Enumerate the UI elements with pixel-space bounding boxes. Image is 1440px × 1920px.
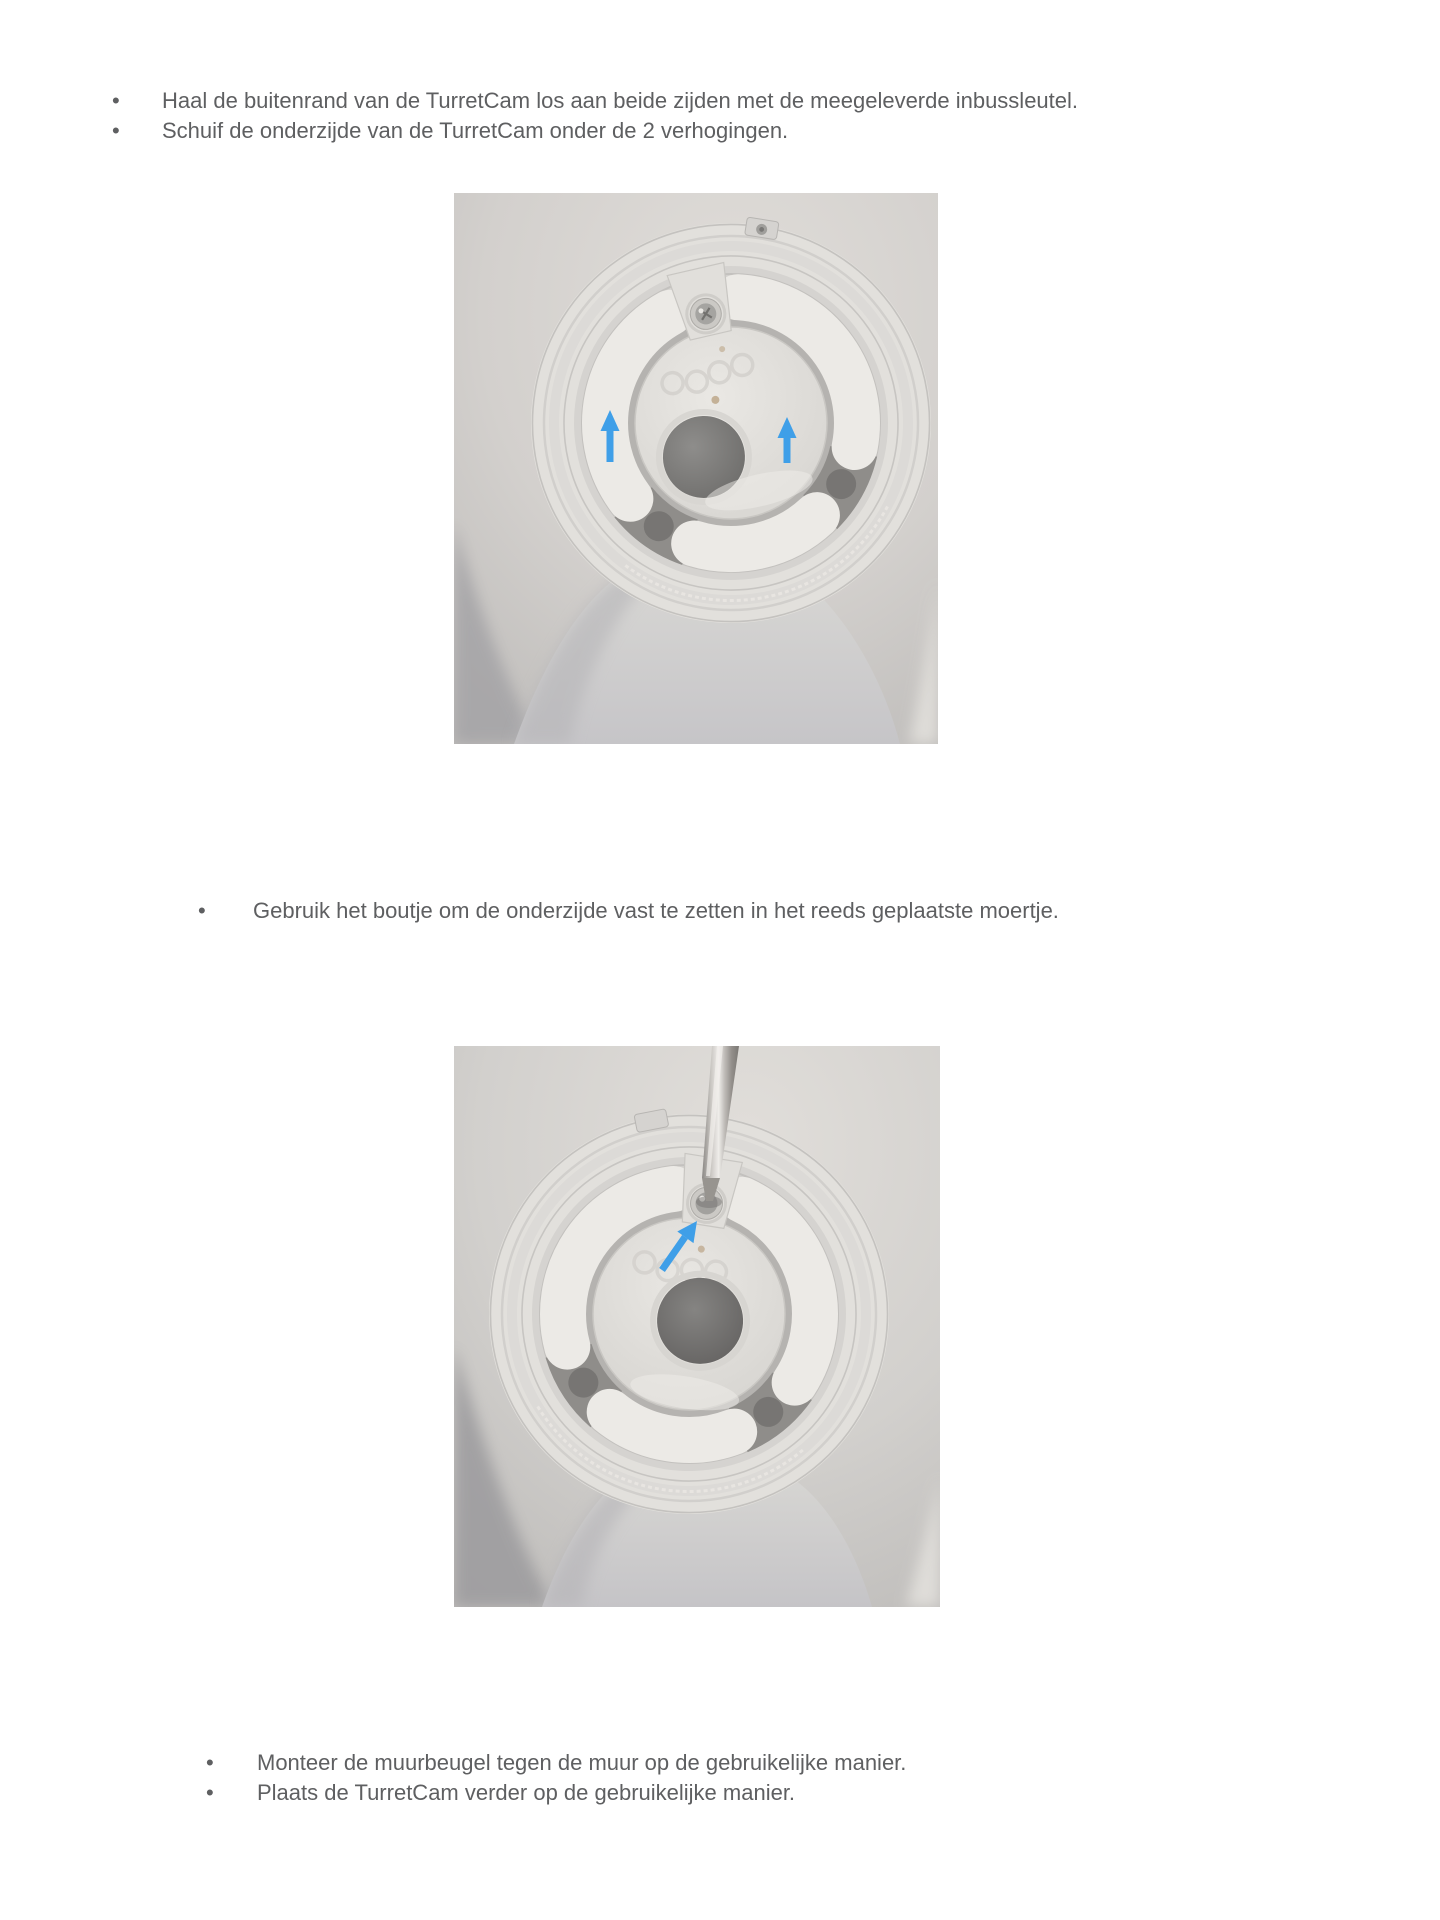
list-item [112, 86, 1078, 116]
list-item [206, 1778, 906, 1808]
list-item-text: Haal de buitenrand van de TurretCam los aan beide zijden met de meegeleverde inbussleutel. [162, 88, 1079, 113]
bullet-icon: • [206, 1780, 214, 1805]
list-item [198, 896, 1059, 926]
list-item [112, 116, 1078, 146]
bullet-icon: • [198, 898, 206, 923]
list-item [206, 1748, 906, 1778]
list-item-text: Schuif de onderzijde van de TurretCam onder de 2 verhogingen. [162, 118, 789, 143]
list-item-text: Plaats de TurretCam verder op de gebruikelijke manier. [257, 1780, 796, 1805]
turretcam-fastening-graphic [454, 1046, 940, 1607]
photo-turretcam-underside [454, 193, 938, 744]
list-item-text: Gebruik het boutje om de onderzijde vast te zetten in het reeds geplaatste moertje. [253, 898, 1059, 923]
bullet-icon: • [112, 88, 120, 113]
bullet-icon: • [112, 118, 120, 143]
instruction-list-top [112, 86, 1078, 146]
bullet-icon: • [206, 1750, 214, 1775]
list-item-text: Monteer de muurbeugel tegen de muur op de gebruikelijke manier. [257, 1750, 907, 1775]
instruction-list-middle [198, 896, 1059, 926]
turretcam-underside-graphic [454, 193, 938, 744]
instruction-list-bottom [206, 1748, 906, 1808]
photo-turretcam-screwdriver [454, 1046, 940, 1607]
